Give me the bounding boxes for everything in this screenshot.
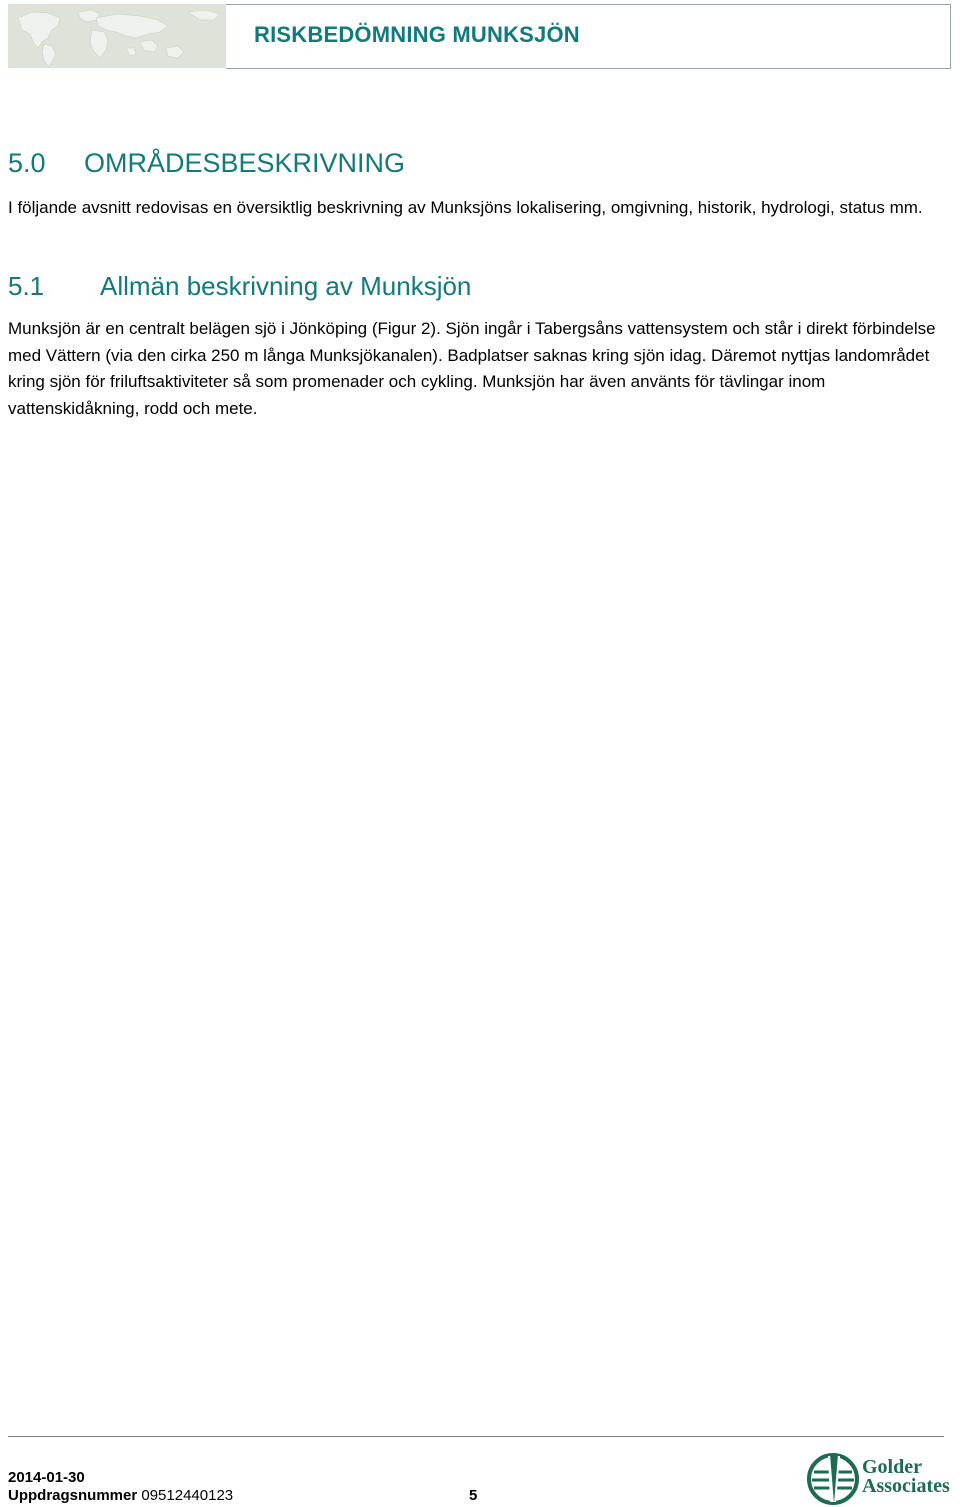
subsection-title: Allmän beskrivning av Munksjön — [100, 271, 472, 301]
footer-divider — [8, 1436, 944, 1437]
page-number: 5 — [469, 1487, 478, 1504]
header-divider-top — [226, 4, 951, 5]
company-logo — [806, 1450, 950, 1506]
section-intro: I följande avsnitt redovisas en översiktlig beskrivning av Munksjöns lokalisering, omgivning, historik, hydrologi, status mm. — [8, 198, 923, 217]
world-map-icon — [8, 4, 226, 68]
logo-text — [862, 1458, 950, 1496]
golder-globe-icon — [806, 1450, 862, 1506]
footer-reference-number: 09512440123 — [141, 1487, 234, 1504]
footer-date: 2014-01-30 — [8, 1469, 85, 1486]
header-divider-side — [950, 4, 951, 69]
section-number: 5.0 — [8, 148, 46, 178]
logo-text-line1: Golder — [862, 1456, 922, 1478]
section-heading — [8, 148, 405, 179]
header-divider-bottom — [226, 68, 951, 69]
subsection-body: Munksjön är en centralt belägen sjö i Jönköping (Figur 2). Sjön ingår i Tabergsåns vattensystem och står i direkt förbindelse med Vättern (via den cirka 250 m långa Munksjökanalen). Badplatser saknas kring sjön idag. Däremot nyttjas landområdet kring sjön för friluftsaktiviteter så som promenader och cykling. Munksjön har även använts för tävlingar inom vattenskidåkning, rodd och mete. — [8, 319, 936, 418]
subsection-heading — [8, 271, 471, 302]
header-title: RISKBEDÖMNING MUNKSJÖN — [254, 22, 580, 47]
footer-reference-label: Uppdragsnummer — [8, 1487, 138, 1504]
section-title: OMRÅDESBESKRIVNING — [84, 148, 406, 178]
footer-reference — [8, 1487, 233, 1504]
logo-text-line2: Associates — [862, 1475, 950, 1497]
subsection-number: 5.1 — [8, 271, 45, 301]
